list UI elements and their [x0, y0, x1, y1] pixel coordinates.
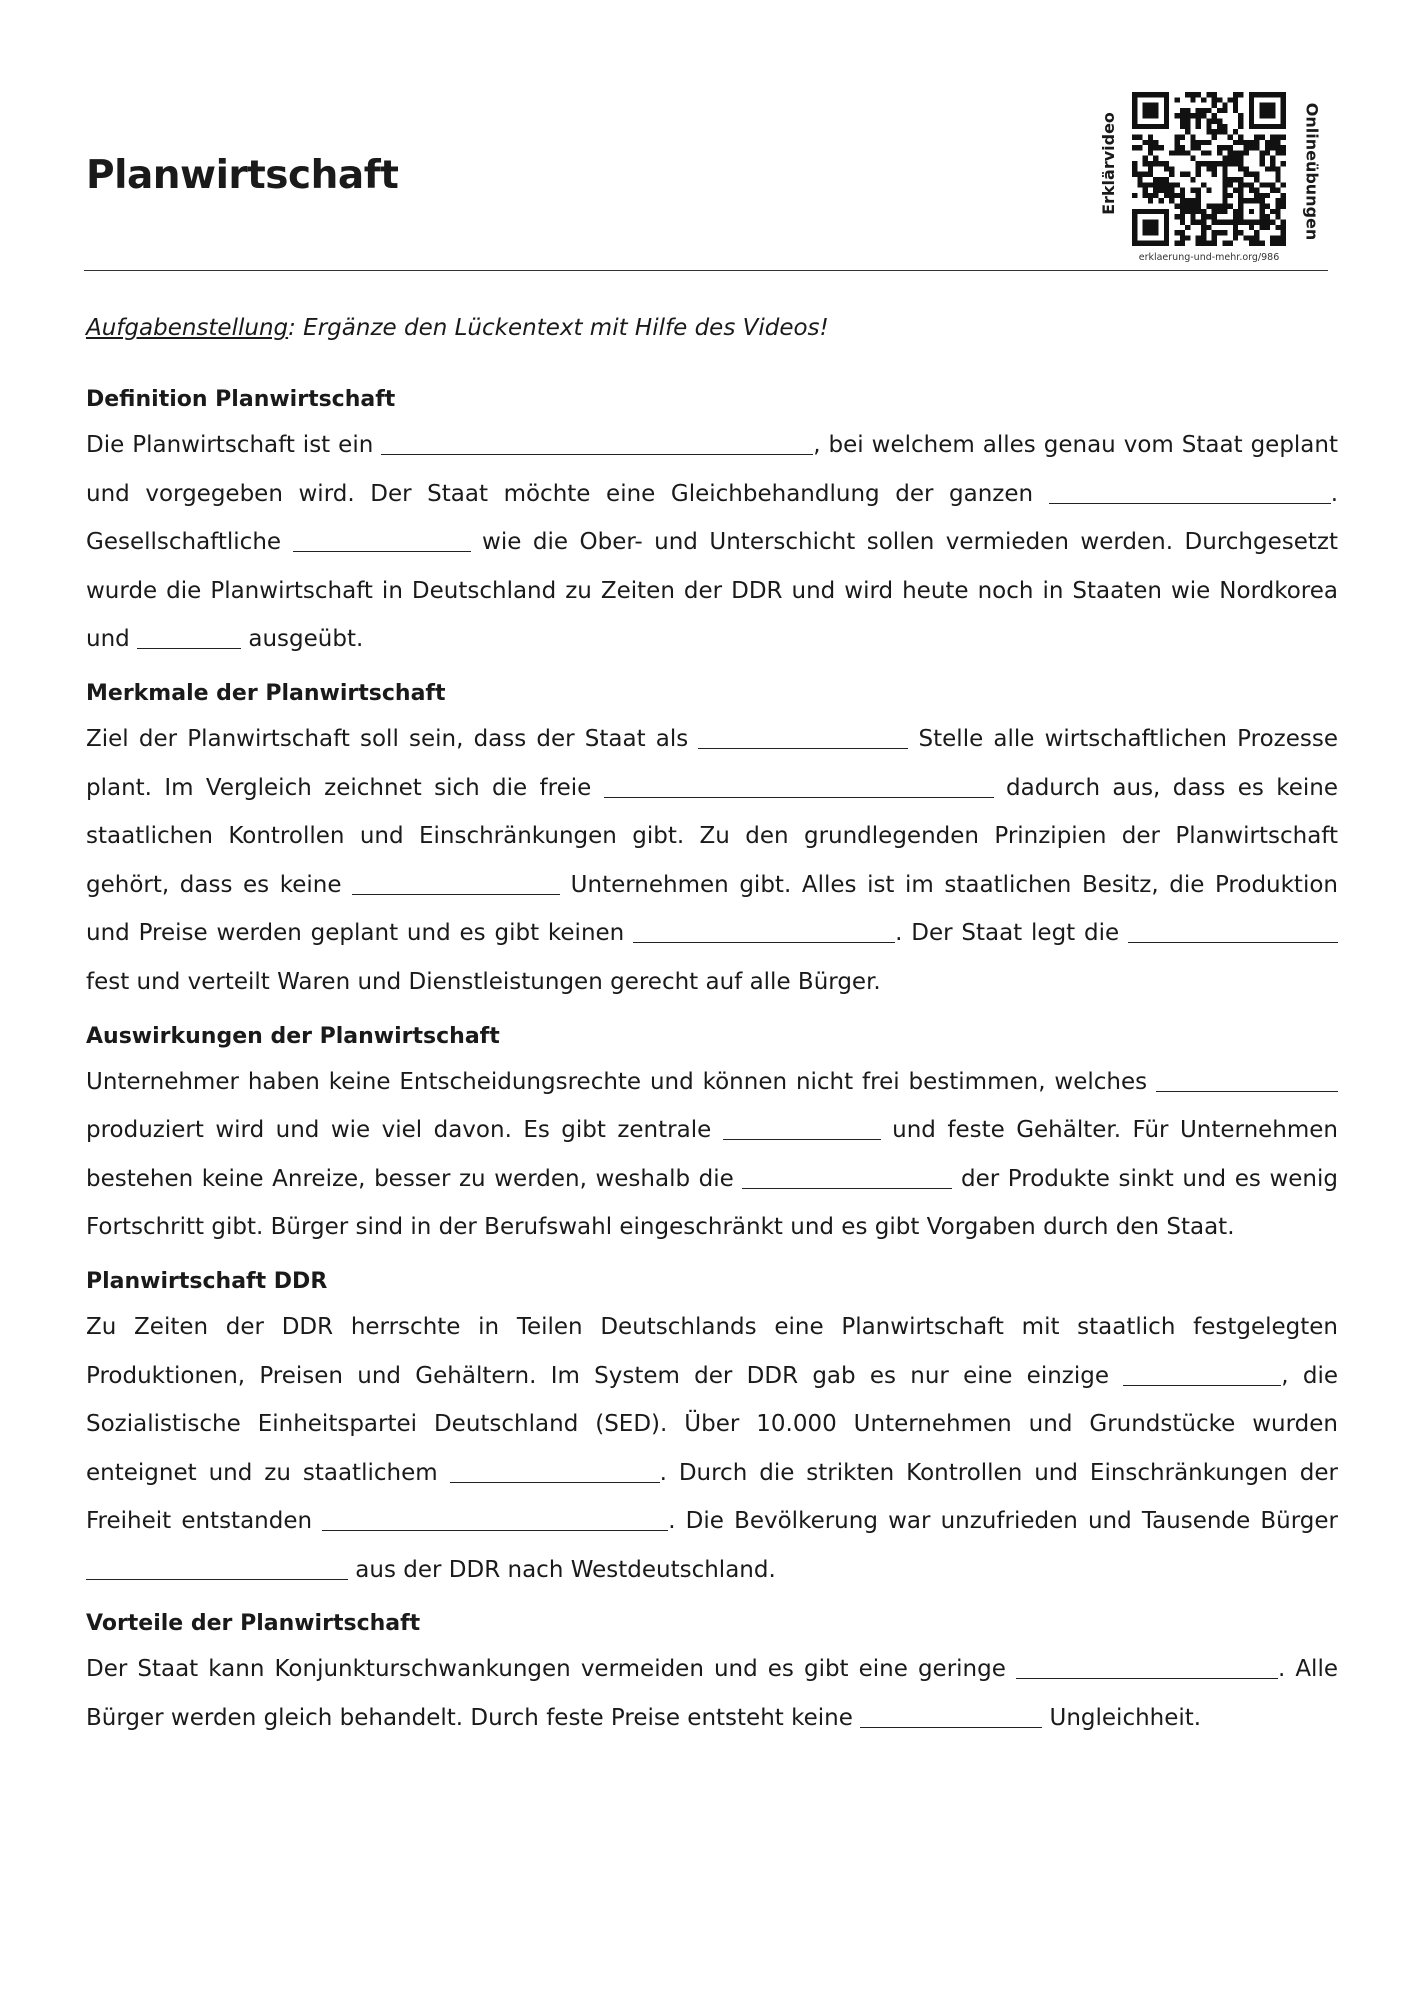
blank-field[interactable]	[860, 1704, 1042, 1728]
qr-left-label-wrap	[1094, 88, 1122, 238]
text-segment: fest und verteilt Waren und Dienstleistungen gerecht auf alle Bürger.	[86, 968, 881, 995]
text-segment: dadurch aus, dass es keine staatlichen Kontrollen und Einschränkungen gibt. Zu den grundlegenden Prinzipien der Planwirtschaft gehört, dass es keine	[86, 774, 1338, 898]
section-heading: Auswirkungen der Planwirtschaft	[86, 1023, 500, 1049]
text-segment: , bei welchem alles genau vom Staat geplant und vorgegeben wird. Der Staat möchte eine Gleichbehandlung der ganzen	[86, 432, 1338, 507]
blank-field[interactable]	[137, 625, 241, 649]
section-heading: Definition Planwirtschaft	[86, 387, 396, 412]
blank-field[interactable]	[742, 1165, 952, 1189]
text-segment: produziert wird und wie viel davon. Es gibt zentrale	[86, 1117, 723, 1144]
qr-code-block	[1086, 88, 1330, 270]
text-segment: Die Planwirtschaft ist ein	[86, 432, 382, 458]
qr-left-label: Erklärvideo	[1098, 111, 1118, 215]
section-text	[86, 1303, 1338, 1595]
qr-code-icon[interactable]	[1132, 92, 1286, 246]
section-vorteile	[86, 1608, 1338, 1742]
section-text	[86, 715, 1338, 1007]
section-heading: Merkmale der Planwirtschaft	[86, 680, 446, 706]
text-segment: . Alle Bürger werden gleich behandelt. Durch feste Preise entsteht keine	[86, 1656, 1338, 1732]
section-ddr	[86, 1266, 1338, 1595]
blank-field[interactable]	[633, 919, 895, 943]
text-segment: . Der Staat legt die	[895, 920, 1128, 947]
blank-field[interactable]	[1016, 1655, 1278, 1679]
text-segment: wie die Ober- und Unterschicht sollen vermieden werden. Durchgesetzt wurde die Planwirtschaft in Deutschland zu Zeiten der DDR und wird heute noch in Staaten wie Nordkorea und	[86, 529, 1338, 653]
text-segment: Ungleichheit.	[1042, 1705, 1202, 1732]
blank-field[interactable]	[1128, 919, 1338, 943]
section-heading: Planwirtschaft DDR	[86, 1268, 328, 1294]
text-segment: und feste Gehälter. Für Unternehmen bestehen keine Anreize, besser zu werden, weshalb die	[86, 1117, 1339, 1192]
qr-right-label: Onlineübungen	[1302, 102, 1322, 240]
text-segment: Stelle alle wirtschaftlichen Prozesse plant. Im Vergleich zeichnet sich die freie	[86, 725, 1338, 801]
text-segment: aus der DDR nach Westdeutschland.	[348, 1556, 776, 1583]
blank-field[interactable]	[86, 1556, 348, 1580]
blank-field[interactable]	[322, 1507, 668, 1531]
qr-right-label-wrap	[1298, 96, 1326, 246]
text-segment: . Die Bevölkerung war unzufrieden und Tausende Bürger	[668, 1508, 1338, 1535]
section-text	[86, 1645, 1338, 1742]
qr-url: erklaerung-und-mehr.org/986	[1138, 252, 1280, 263]
section-text	[86, 421, 1338, 664]
instruction	[86, 312, 1336, 344]
blank-field[interactable]	[604, 774, 994, 798]
blank-field[interactable]	[698, 725, 908, 749]
blank-field[interactable]	[352, 871, 560, 895]
text-segment: , die Sozialistische Einheitspartei Deutschland (SED). Über 10.000 Unternehmen und Grundstücke wurden enteignet und zu staatlichem	[86, 1362, 1338, 1486]
text-segment: Der Staat kann Konjunkturschwankungen vermeiden und es gibt eine geringe	[86, 1656, 1016, 1683]
text-segment: ausgeübt.	[241, 626, 364, 653]
blank-field[interactable]	[450, 1459, 660, 1483]
blank-field[interactable]	[1123, 1362, 1281, 1386]
header-divider	[84, 270, 1328, 271]
text-segment: Unternehmer haben keine Entscheidungsrechte und können nicht frei bestimmen, welches	[86, 1068, 1156, 1095]
worksheet-content	[86, 384, 1338, 1757]
blank-field[interactable]	[1049, 480, 1331, 504]
text-segment: Zu Zeiten der DDR herrschte in Teilen Deutschlands eine Planwirtschaft mit staatlich festgelegten Produktionen, Preisen und Gehältern. Im System der DDR gab es nur eine einzige	[86, 1313, 1338, 1389]
blank-field[interactable]	[723, 1116, 881, 1140]
text-segment: Unternehmen gibt. Alles ist im staatlichen Besitz, die Produktion und Preise werden geplant und es gibt keinen	[86, 871, 1338, 947]
section-text	[86, 1058, 1338, 1252]
text-segment: . Durch die strikten Kontrollen und Einschränkungen der Freiheit entstanden	[86, 1459, 1338, 1535]
text-segment: . Gesellschaftliche	[86, 480, 1338, 556]
instruction-text: : Ergänze den Lückentext mit Hilfe des Videos!	[288, 315, 829, 341]
section-definition	[86, 384, 1338, 664]
section-heading: Vorteile der Planwirtschaft	[86, 1611, 421, 1637]
text-segment: Ziel der Planwirtschaft soll sein, dass der Staat als	[86, 725, 699, 752]
page-title: Planwirtschaft	[86, 153, 399, 198]
blank-field[interactable]	[1156, 1068, 1338, 1092]
blank-field[interactable]	[381, 431, 813, 455]
instruction-label: Aufgabenstellung	[86, 315, 289, 341]
text-segment: der Produkte sinkt und es wenig Fortschritt gibt. Bürger sind in der Berufswahl eingeschränkt und es gibt Vorgaben durch den Staat.	[86, 1165, 1338, 1241]
section-auswirkungen	[86, 1021, 1338, 1252]
blank-field[interactable]	[293, 528, 471, 552]
section-merkmale	[86, 678, 1338, 1007]
